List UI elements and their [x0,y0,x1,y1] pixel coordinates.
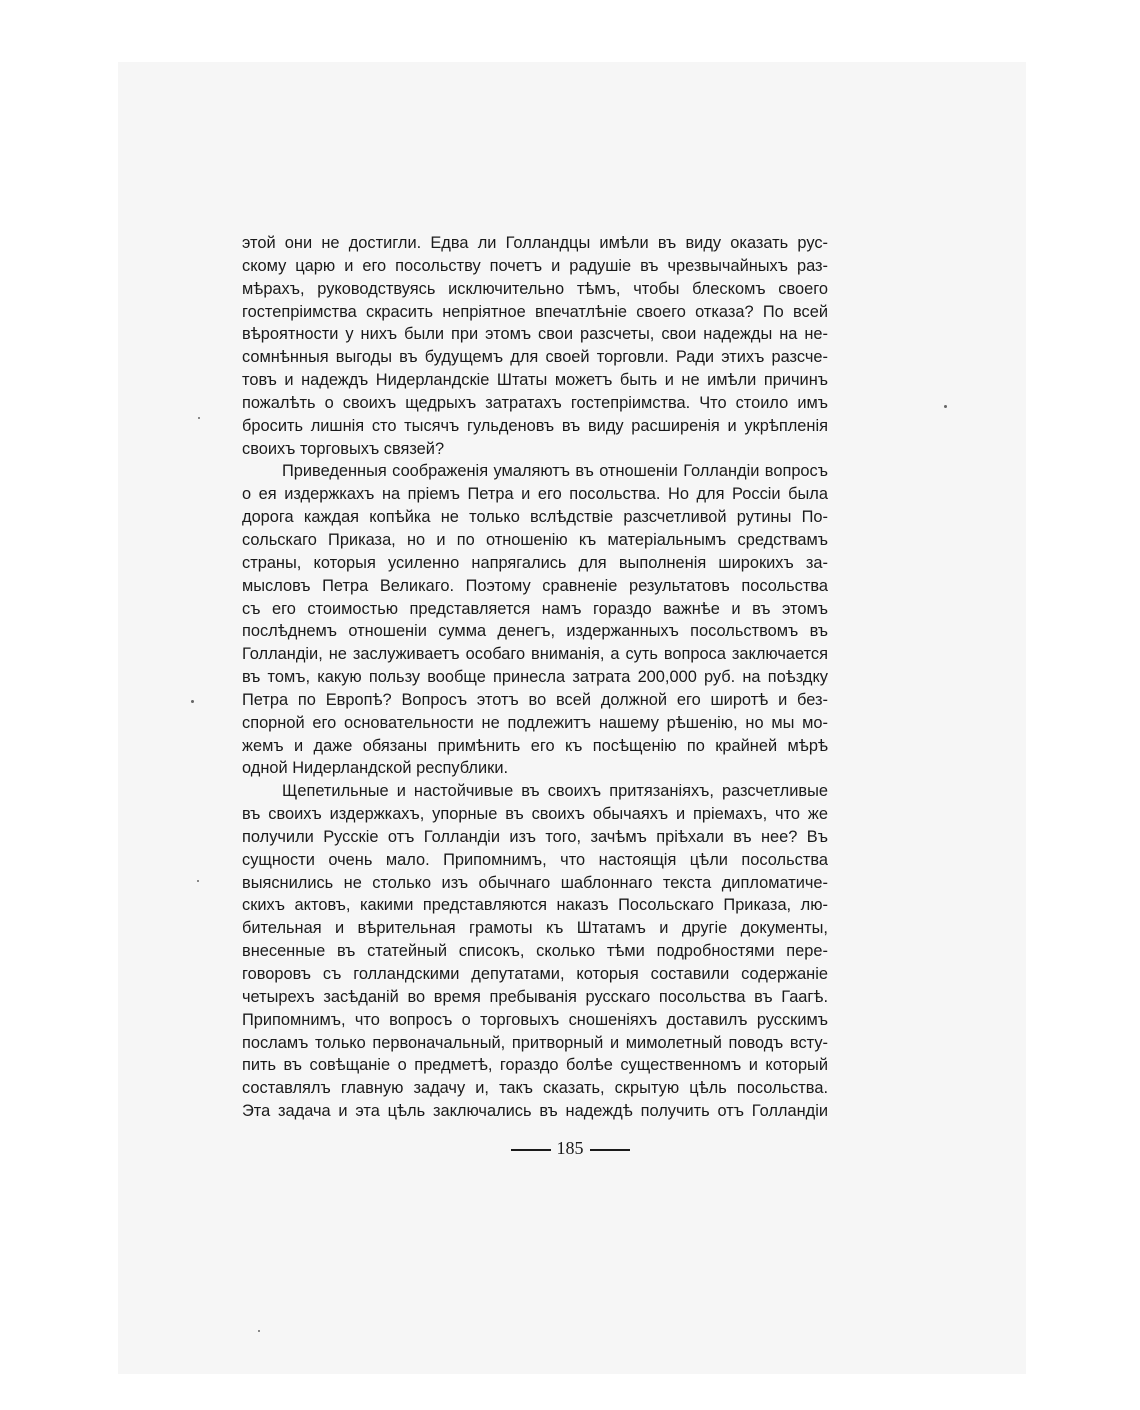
text-line: Припомнимъ, что вопросъ о торговыхъ сношеніяхъ доставилъ русскимъ [242,1010,828,1029]
text-line: выяснились не столько изъ обычнаго шаблоннаго текста дипломатиче- [242,873,828,892]
text-line: товъ и надеждъ Нидерландскіе Штаты можетъ быть и не имѣли причинъ [242,371,828,390]
scan-speck [944,405,947,408]
left-rule [511,1149,551,1151]
text-line: гостепріимства скрасить непріятное впечатлѣніе своего отказа? По всей [242,302,828,321]
text-line: Петра по Европѣ? Вопросъ этотъ во всей должной его широтѣ и без- [242,690,828,709]
text-line: одной Нидерландской республики. [242,759,509,778]
text-line: вѣроятности у нихъ были при этомъ свои разсчеты, свои надежды на не- [242,325,828,344]
text-line: Голландіи, не заслуживаетъ особаго вниманія, а суть вопроса заключается [242,645,828,664]
text-line: составлялъ главную задачу и, такъ сказать, скрытую цѣль посольства. [242,1079,828,1098]
text-line: этой они не достигли. Едва ли Голландцы имѣли въ виду оказать рус- [242,234,828,252]
text-line: Эта задача и эта цѣль заключались въ надеждѣ получить отъ Голландіи [242,1102,828,1121]
body-text [242,232,828,1123]
text-line: послѣднемъ отношеніи сумма денегъ, издержанныхъ посольствомъ въ [242,622,828,641]
text-line: бительная и вѣрительная грамоты къ Штатамъ и другіе документы, [242,919,828,938]
page-number: 185 [556,1138,584,1158]
text-line: страны, которыя усиленно напрягались для выполненія широкихъ за- [242,553,828,572]
text-line: сольскаго Приказа, но и по отношенію къ матеріальнымъ средствамъ [242,530,828,549]
text-line: получили Русскіе отъ Голландіи изъ того, зачѣмъ пріѣхали въ нее? Въ [242,827,828,846]
text-line: пожалѣть о своихъ щедрыхъ затратахъ гостепріимства. Что стоило имъ [242,393,828,412]
text-line: спорной его основательности не подлежитъ нашему рѣшенію, но мы мо- [242,713,828,732]
text-line: сомнѣнныя выгоды въ будущемъ для своей торговли. Ради этихъ разсче- [242,348,828,367]
text-line: жемъ и даже обязаны примѣнить его къ посѣщенію по крайней мѣрѣ [242,736,828,755]
text-line: посламъ только первоначальный, притворный и мимолетный поводъ всту- [242,1033,828,1052]
text-line: въ своихъ издержкахъ, упорные въ своихъ обычаяхъ и пріемахъ, что же [242,805,828,824]
text-line: въ томъ, какую пользу вообще принесла затрата 200,000 руб. на поѣздку [242,668,828,687]
scan-speck [191,700,194,703]
text-line: скихъ актовъ, какими представляются наказъ Посольскаго Приказа, лю- [242,896,828,915]
text-line: дорога каждая копѣйка не только вслѣдствіе разсчетливой рутины По- [242,508,828,527]
text-line: сущности очень мало. Припомнимъ, что настоящія цѣли посольства [242,850,828,869]
scan-speck [198,417,200,419]
text-line: пить въ совѣщаніе о предметѣ, гораздо болѣе существенномъ и который [242,1056,828,1075]
text-line: внесенные въ статейный списокъ, сколько тѣми подробностями пере- [242,942,828,961]
scan-speck [197,880,199,882]
text-line: скому царю и его посольству почетъ и радушіе въ чрезвычайныхъ раз- [242,256,828,275]
page-number-footer [0,1138,1140,1159]
text-line: говоровъ съ голландскими депутатами, которыя составили содержаніе [242,965,828,983]
text-line: Приведенныя соображенія умаляютъ въ отношеніи Голландіи вопросъ [282,462,828,481]
text-line: четырехъ засѣданій во время пребыванія русскаго посольства въ Гаагѣ. [242,987,828,1006]
text-line: мысловъ Петра Великаго. Поэтому сравненіе результатовъ посольства [242,576,828,595]
text-line: съ его стоимостью представляется намъ гораздо важнѣе и въ этомъ [242,599,828,618]
right-rule [590,1149,630,1151]
text-line: мѣрахъ, руководствуясь исключительно тѣмъ, чтобы блескомъ своего [242,279,828,298]
text-line: о ея издержкахъ на пріемъ Петра и его посольства. Но для Россіи была [242,485,828,504]
text-line: бросить лишнія сто тысячъ гульденовъ въ виду расширенія и укрѣпленія [242,416,828,435]
text-line: Щепетильные и настойчивые въ своихъ притязаніяхъ, разсчетливые [282,782,828,801]
scan-speck [258,1330,260,1332]
text-line: своихъ торговыхъ связей? [242,439,445,458]
